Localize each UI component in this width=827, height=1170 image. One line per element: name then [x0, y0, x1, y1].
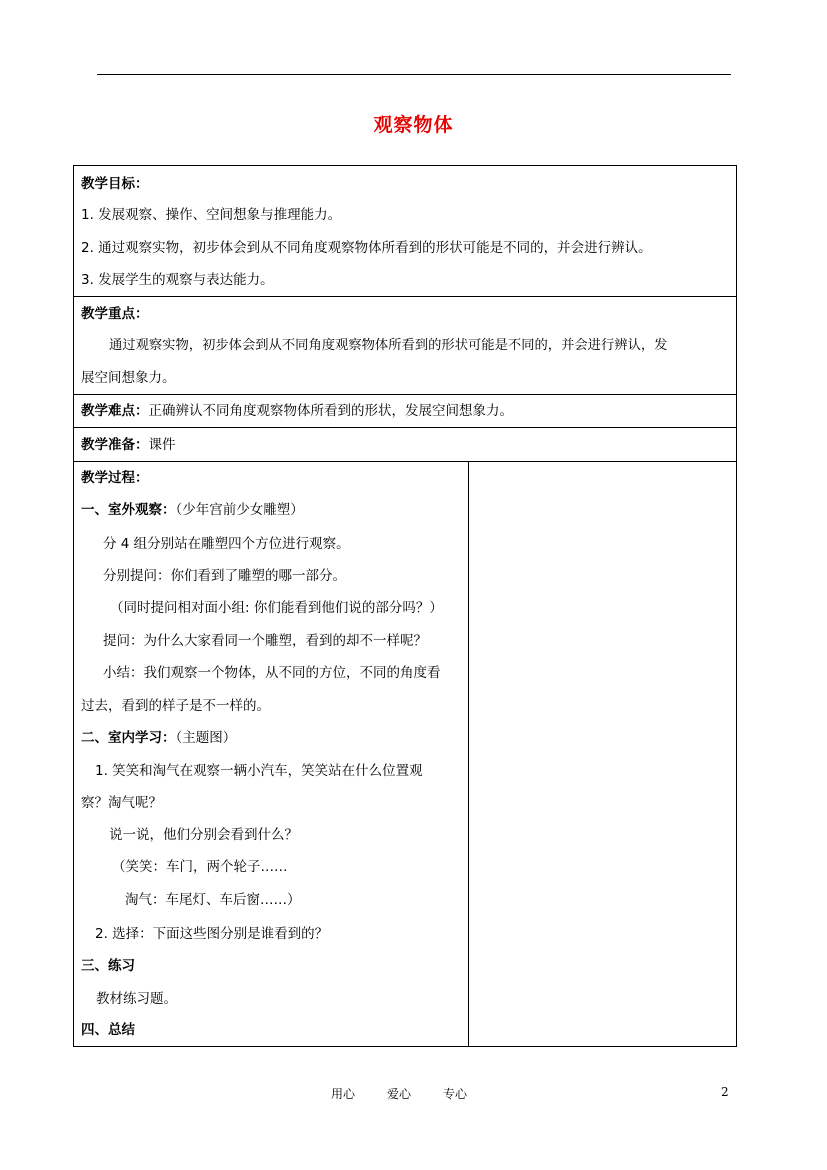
process-line: 分别提问：你们看到了雕塑的哪一部分。	[103, 568, 346, 584]
page-title: 观察物体	[373, 114, 454, 136]
part3-heading: 三、练习	[81, 958, 135, 974]
key-points-text: 通过观察实物，初步体会到从不同角度观察物体所看到的形状可能是不同的，并会进行辨认，发	[109, 338, 668, 353]
part4-heading: 四、总结	[81, 1022, 135, 1038]
preparation-heading: 教学准备：	[81, 437, 149, 453]
row-divider	[73, 394, 737, 395]
preparation-text: 课件	[148, 437, 176, 453]
goal-item: 1. 发展观察、操作、空间想象与推理能力。	[81, 207, 342, 223]
process-line: 小结：我们观察一个物体，从不同的方位，不同的角度看	[103, 665, 441, 681]
footer-item: 爱心	[387, 1087, 412, 1101]
goal-item: 3. 发展学生的观察与表达能力。	[81, 272, 274, 288]
process-line: 分 4 组分别站在雕塑四个方位进行观察。	[103, 536, 350, 552]
process-line: 过去，看到的样子是不一样的。	[81, 698, 270, 714]
column-divider	[468, 461, 469, 1046]
process-line: 淘气：车尾灯、车后窗……）	[125, 892, 301, 908]
part1-row	[81, 501, 304, 519]
header-rule	[97, 74, 731, 75]
difficulties-text: 正确辨认不同角度观察物体所看到的形状，发展空间想象力。	[148, 403, 513, 419]
key-points-text: 展空间想象力。	[81, 370, 176, 386]
process-line: （同时提问相对面小组: 你们能看到他们说的部分吗？）	[110, 600, 443, 616]
page-number: 2	[721, 1085, 729, 1099]
process-line: 说一说，他们分别会看到什么？	[109, 827, 298, 843]
part1-note: （少年宫前少女雕塑）	[175, 502, 304, 518]
part1-heading: 一、室外观察：	[81, 502, 176, 518]
process-line: 2. 选择：下面这些图分别是谁看到的？	[95, 926, 329, 942]
preparation-row	[81, 436, 176, 454]
process-heading: 教学过程：	[81, 470, 149, 486]
process-line: 察？淘气呢？	[81, 795, 162, 811]
process-line: 提问：为什么大家看同一个雕塑，看到的却不一样呢？	[103, 633, 427, 649]
footer-item: 用心	[331, 1087, 356, 1101]
difficulties-row	[81, 402, 513, 420]
row-divider	[73, 296, 737, 297]
process-line: 1. 笑笑和淘气在观察一辆小汽车，笑笑站在什么位置观	[95, 763, 423, 779]
footer-item: 专心	[443, 1087, 468, 1101]
part2-note: （主题图）	[175, 730, 237, 746]
goals-heading: 教学目标：	[81, 176, 149, 192]
process-line: 教材练习题。	[96, 991, 177, 1007]
part2-heading: 二、室内学习：	[81, 730, 176, 746]
difficulties-heading: 教学难点：	[81, 403, 149, 419]
key-points-heading: 教学重点：	[81, 306, 149, 322]
goal-item: 2. 通过观察实物，初步体会到从不同角度观察物体所看到的形状可能是不同的，并会进行辨认。	[81, 240, 652, 256]
row-divider	[73, 427, 737, 428]
part2-row	[81, 729, 236, 747]
row-divider	[73, 461, 737, 462]
process-line: （笑笑：车门，两个轮子……	[112, 859, 288, 875]
